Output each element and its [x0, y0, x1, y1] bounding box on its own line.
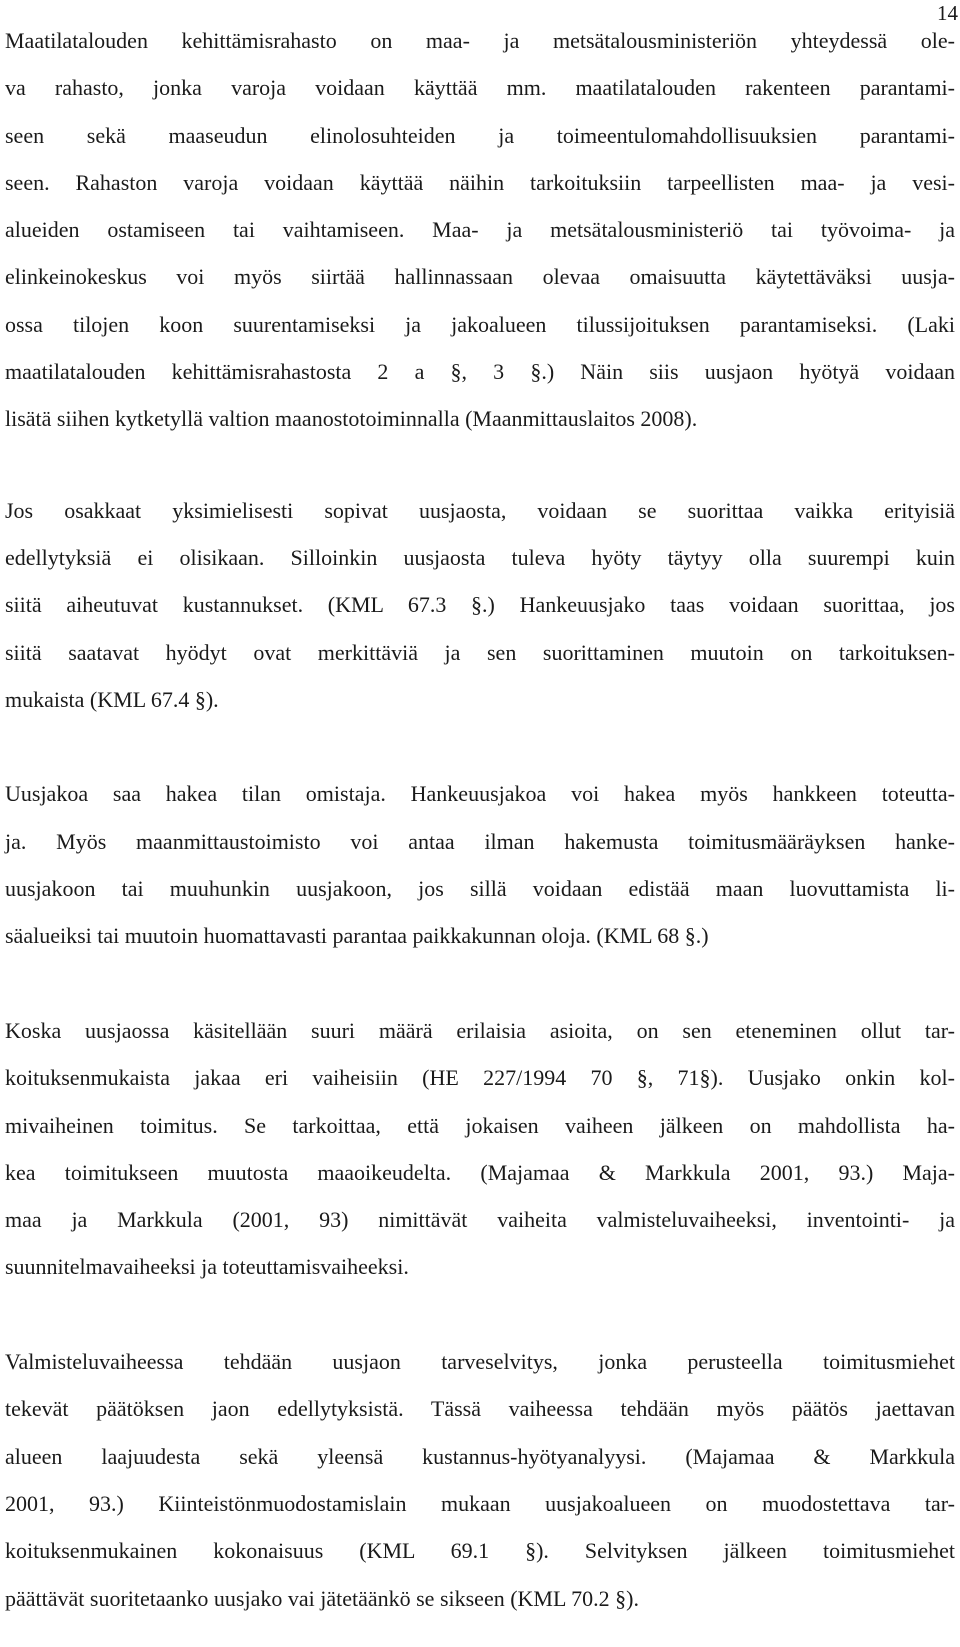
text-line: koituksenmukainen kokonaisuus (KML 69.1 §). Selvityksen jälkeen toimitusmiehet: [5, 1538, 955, 1564]
text-line: mukaista (KML 67.4 §).: [5, 686, 219, 712]
text-line: tekevät päätöksen jaon edellytyksistä. Tässä vaiheessa tehdään myös päätös jaettavan: [5, 1396, 955, 1422]
paragraph-uusjakoa-saa-hakea: [5, 770, 955, 959]
text-line: seen sekä maaseudun elinolosuhteiden ja toimeentulomahdollisuuksien parantami-: [5, 122, 955, 148]
text-line: suunnitelmavaiheeksi ja toteuttamisvaiheeksi.: [5, 1254, 409, 1280]
text-line: päättävät suoritetaanko uusjako vai jätetäänkö se sikseen (KML 70.2 §).: [5, 1585, 639, 1611]
text-line: va rahasto, jonka varoja voidaan käyttää mm. maatilatalouden rakenteen parantami-: [5, 75, 955, 101]
text-line: seen. Rahaston varoja voidaan käyttää näihin tarkoituksiin tarpeellisten maa- ja vesi-: [5, 169, 955, 195]
document-body: [5, 17, 955, 1622]
page-number: 14: [937, 1, 958, 25]
text-line: kea toimitukseen muutosta maaoikeudelta. (Majamaa & Markkula 2001, 93.) Maja-: [5, 1159, 955, 1185]
text-line: säalueiksi tai muutoin huomattavasti parantaa paikkakunnan oloja. (KML 68 §.): [5, 923, 709, 949]
text-line: Valmisteluvaiheessa tehdään uusjaon tarveselvitys, jonka perusteella toimitusmiehet: [5, 1349, 955, 1375]
paragraph-vaiheet: [5, 1007, 955, 1291]
text-line: alueiden ostamiseen tai vaihtamiseen. Maa- ja metsätalousministeriö tai työvoima- ja: [5, 217, 955, 243]
text-line: Jos osakkaat yksimielisesti sopivat uusjaosta, voidaan se suorittaa vaikka erityisiä: [5, 497, 955, 523]
text-line: 2001, 93.) Kiinteistönmuodostamislain mukaan uusjakoalueen on muodostettava tar-: [5, 1490, 955, 1516]
text-line: koituksenmukaista jakaa eri vaiheisiin (HE 227/1994 70 §, 71§). Uusjako onkin kol-: [5, 1065, 955, 1091]
text-line: Maatilatalouden kehittämisrahasto on maa- ja metsätalousministeriön yhteydessä ole-: [5, 28, 955, 53]
text-line: alueen laajuudesta sekä yleensä kustannus-hyötyanalyysi. (Majamaa & Markkula: [5, 1443, 955, 1469]
text-line: Uusjakoa saa hakea tilan omistaja. Hankeuusjakoa voi hakea myös hankkeen toteutta-: [5, 781, 955, 807]
text-line: ossa tilojen koon suurentamiseksi ja jakoalueen tilussijoituksen parantamiseksi. (Laki: [5, 311, 955, 337]
text-line: Koska uusjaossa käsitellään suuri määrä erilaisia asioita, on sen eteneminen ollut tar-: [5, 1017, 955, 1043]
text-line: edellytyksiä ei olisikaan. Silloinkin uusjaosta tuleva hyöty täytyy olla suurempi kuin: [5, 544, 955, 570]
text-line: siitä aiheutuvat kustannukset. (KML 67.3 §.) Hankeuusjako taas voidaan suorittaa, jos: [5, 592, 955, 618]
text-line: elinkeinokeskus voi myös siirtää hallinnassaan olevaa omaisuutta käytettäväksi uusja-: [5, 264, 955, 290]
paragraph-maatilatalouden-kehittamisrahasto: [5, 17, 955, 443]
text-line: ja. Myös maanmittaustoimisto voi antaa ilman hakemusta toimitusmääräyksen hanke-: [5, 828, 955, 854]
text-line: lisätä siihen kytketyllä valtion maanostotoiminnalla (Maanmittauslaitos 2008).: [5, 406, 698, 432]
text-line: siitä saatavat hyödyt ovat merkittäviä ja sen suorittaminen muutoin on tarkoituksen-: [5, 639, 955, 665]
paragraph-osakkaat-sopivat: [5, 487, 955, 723]
text-line: uusjakoon tai muuhunkin uusjakoon, jos sillä voidaan edistää maan luovuttamista li-: [5, 876, 955, 902]
text-line: maatilatalouden kehittämisrahastosta 2 a §, 3 §.) Näin siis uusjaon hyötyä voidaan: [5, 359, 955, 385]
text-line: maa ja Markkula (2001, 93) nimittävät vaiheita valmisteluvaiheeksi, inventointi- ja: [5, 1207, 955, 1233]
text-line: mivaiheinen toimitus. Se tarkoittaa, että jokaisen vaiheen jälkeen on mahdollista ha-: [5, 1112, 955, 1138]
paragraph-valmisteluvaihe: [5, 1338, 955, 1622]
